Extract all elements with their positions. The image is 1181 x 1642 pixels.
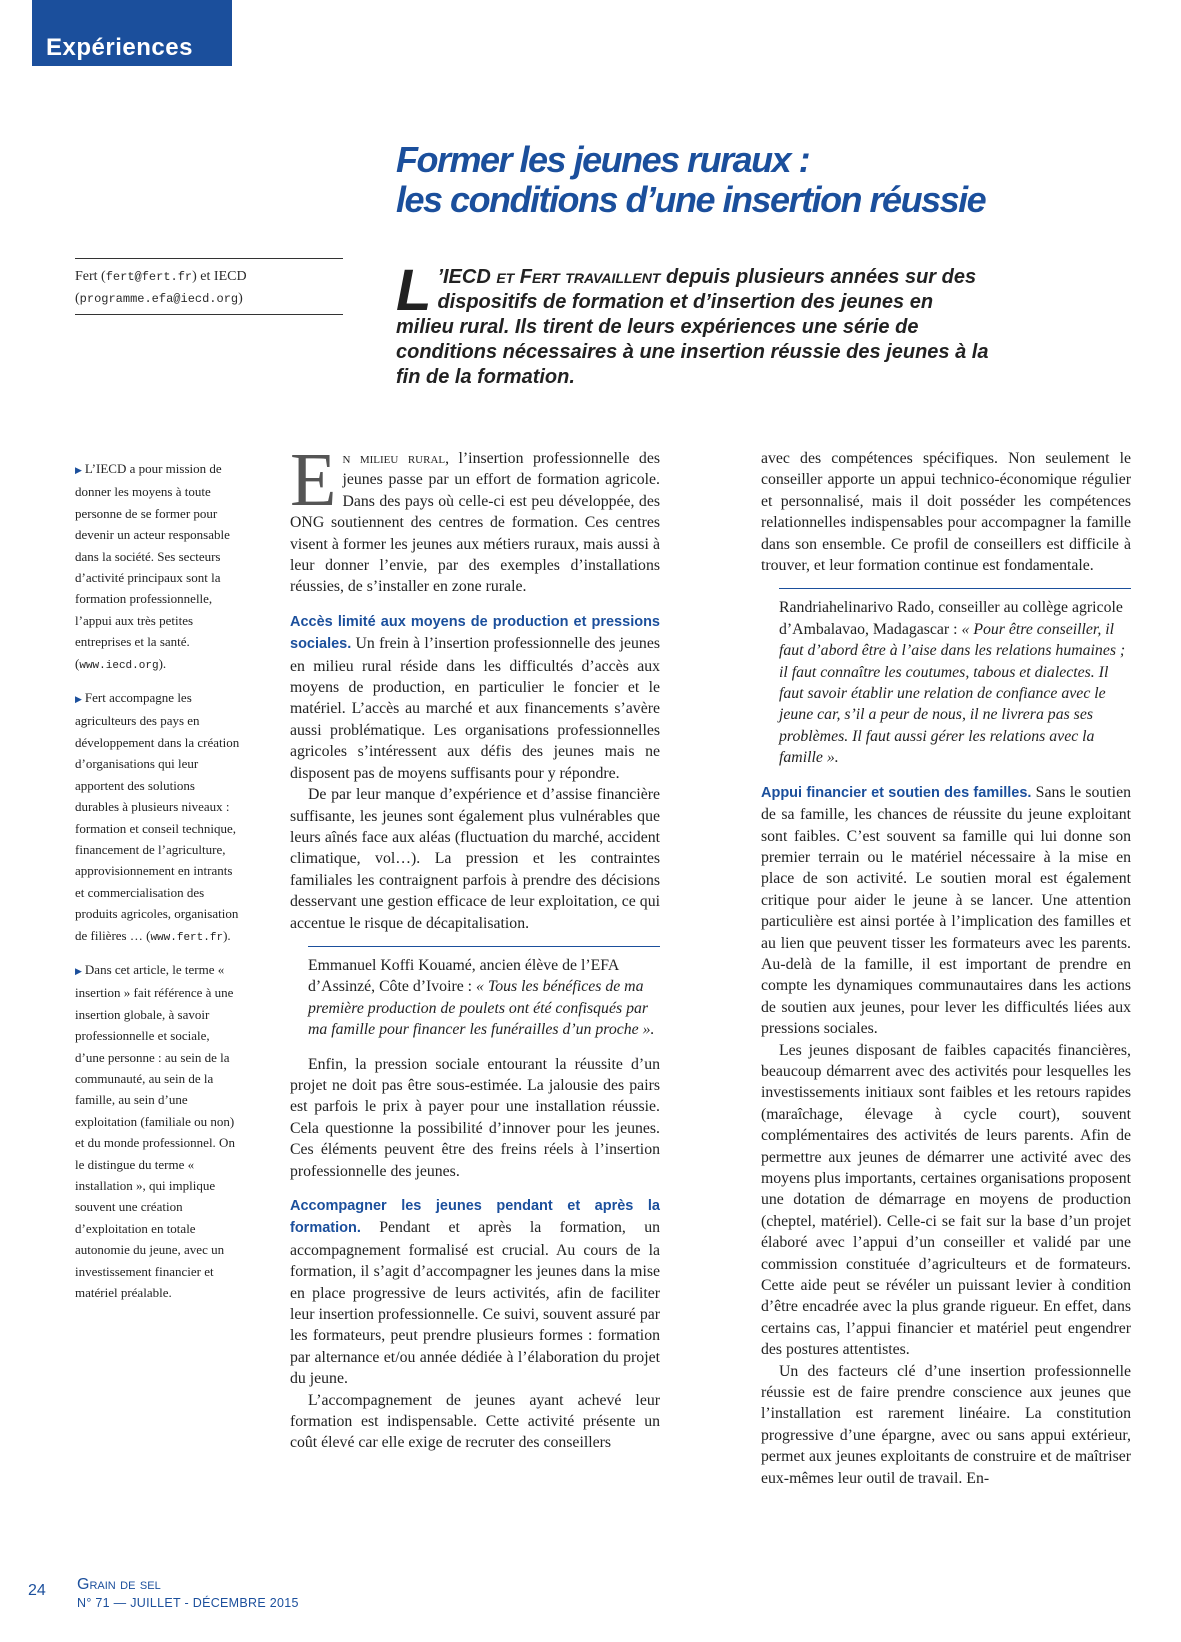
lead-text: depuis plusieurs années sur des dispositifs de formation et d’insertion des jeunes en milieu rural. Ils tirent de leurs expériences une série de conditions nécessaires à une insertion réussie des jeunes à la fin de la formation. [396,266,989,388]
body-column-2 [761,448,1131,1489]
sidebar-notes [75,458,240,1313]
paragraph-text: , l’insertion professionnelle des jeunes passe par un effort de formation agricole. Dans des pays où celle-ci est peu développée, des ONG soutiennent des centres de formation. Ces centres visent à former les jeunes aux métiers ruraux, mais aussi à leur donner l’envie, par des exemples d’installations réussies, de s’installer en zone rurale. [290,450,660,596]
pull-quote [779,588,1131,768]
quote-source: Emmanuel Koffi Kouamé, ancien élève de l’EFA d’Assinzé, Côte d’Ivoire : [308,956,619,996]
note-text: Fert accompagne les agriculteurs des pays en développement dans la création d’organisations qui leur apportent des solutions durables à plusieurs niveaux : formation et conseil technique, financement de l’agriculture, approvisionnement en intrants et commercialisation des produits agricoles, organisation de filières … ( [75,690,240,943]
title-line-2: les conditions d’une insertion réussie [396,179,986,220]
intro-caps: n milieu rural [342,450,446,467]
triangle-right-icon: ▶ [75,965,82,976]
quote-source: Randriahelinarivo Rado, conseiller au collège agricole d’Ambalavao, Madagascar : [779,599,1123,638]
paragraph: L’accompagnement de jeunes ayant achevé leur formation est indispensable. Cette activité présente un coût élevé car elle exige de recruter des conseillers [290,1391,660,1452]
note-text: ). [158,655,167,671]
paragraph-text: Pendant et après la formation, un accompagnement formalisé est crucial. Au cours de la formation, il s’agit d’accompagner les jeunes dans la mise en place progressive de leurs activités, afin de faciliter leur insertion professionnelle. Ce suivi, souvent assuré par les formateurs, peut prendre plusieurs formes : formation par alternance et/ou année dédiée à l’élaboration du projet du jeune. [290,1219,660,1388]
authors-text: ) [238,291,243,306]
body-column-1 [290,438,660,1454]
note-text: Dans cet article, le terme « insertion » fait référence à une insertion globale, à savoir professionnelle et sociale, d’une personne : au sein de la communauté, au sein de la famille, au sein d’une exploitation (familiale ou non) et du monde professionnel. On le distingue du terme « installation », qui implique souvent une création d’exploitation en totale autonomie du jeune, avec un investissement financier et matériel préalable. [75,961,235,1301]
issue-info: N° 71 — JUILLET - DÉCEMBRE 2015 [77,1596,299,1610]
section-heading: Accès limité aux moyens de production et pressions sociales. [290,613,660,653]
paragraph: De par leur manque d’expérience et d’assise financière suffisante, les jeunes sont également plus vulnérables que leurs aînés face aux aléas (fluctuation du marché, accident climatique, vol…). La pression et les contraintes familiales les contraignent parfois à prendre des décisions desservant une gestion efficace de leur exploitation, ce qui accentue le risque de décapitalisation. [290,786,660,932]
paragraph-text: Un frein à l’insertion professionnelle des jeunes en milieu rural réside dans les difficultés d’accès aux moyens de production, en particulier le foncier et le matériel. L’accès au marché et aux financements s’avère aussi problématique. Les organisations professionnelles agricoles s’intéressent aux défis des jeunes mais ne disposent pas de moyens suffisants pour y répondre. [290,635,660,782]
authors-text: ) et IECD ( [75,269,247,306]
paragraph: avec des compétences spécifiques. Non seulement le conseiller apporte un appui technico-économique régulier et personnalisé, mais il doit posséder les compétences relationnelles indispensables pour accompagner la famille dans son ensemble. Ce profil de conseillers est difficile à trouver, et leur formation continue est fondamentale. [761,450,1131,575]
paragraph [290,438,660,598]
paragraph: Les jeunes disposant de faibles capacités financières, beaucoup démarrent avec des activités pour lesquelles les investissements initiaux sont faibles et les retours rapides (maraîchage, élevage à cycle court), souvent complémentaires des activités de leurs parents. Afin de permettre aux jeunes de démarrer une activité avec des moyens plus importants, certaines organisations proposent une dotation de démarrage en moyens de production (cheptel, matériel). Celle-ci se fait sur la base d’un projet élaboré avec l’appui d’un conseiller et validé par une commission constituée d’agriculteurs et de formateurs. Cette aide peut se révéler un puissant levier à condition d’être encadrée avec la plus grande rigueur. En effet, dans certains cas, l’appui financier et matériel peut engendrer des postures attentistes. [761,1041,1131,1359]
section-label: Expériences [46,34,193,61]
quote-text: « Tous les bénéfices de ma première production de poulets ont été confisqués par ma famille pour financer les funérailles d’un proche ». [308,978,655,1039]
paragraph [290,1195,660,1390]
magazine-footer [77,1576,299,1612]
page-number: 24 [28,1582,46,1599]
section-heading: Appui financier et soutien des familles. [761,784,1032,801]
sidebar-note [75,458,240,677]
lead-dropcap: L [396,258,432,323]
lead-caps: ’IECD et Fert travaillent [437,266,661,288]
paragraph [290,611,660,784]
article-title [396,140,1096,220]
paragraph-text: Sans le soutien de sa famille, les chances de réussite du jeune exploitant sont faibles. C’est souvent sa famille qui lui donne son premier terrain ou le matériel nécessaire à la mise en place de son activité. Le soutien moral est également critique pour aider le jeune à se lancer. Une attention particulière est ainsi portée à l’implication des familles et au lien que peuvent tisser les formateurs avec les parents. Au-delà de la famille, il est important de prendre en compte les dynamiques communautaires dans les actions de soutien aux jeunes, pour lever les difficultés liées aux pressions sociales. [761,783,1131,1038]
quote-text: « Pour être conseiller, il faut d’abord être à l’aise dans les relations humaines ; il faut connaître les coutumes, tabous et dialectes. Il faut savoir établir une relation de confiance avec le jeune car, s’il a peur de nous, il ne livrera pas ses problèmes. Il faut aussi gérer les relations avec la famille ». [779,620,1126,767]
lead-paragraph [396,258,996,390]
url-link-fert[interactable]: www.fert.fr [150,931,224,944]
note-text: ). [223,927,231,943]
sidebar-note [75,959,240,1304]
paragraph: Un des facteurs clé d’une insertion professionnelle réussie est de faire prendre conscience aux jeunes que l’installation est rarement linéaire. La constitution progressive d’une épargne, avec ou sans appui extérieur, permet aux jeunes exploitants de construire et de maîtriser eux-mêmes leur outil de travail. En- [761,1362,1131,1487]
authors-text: Fert ( [75,269,106,284]
triangle-right-icon: ▶ [75,694,82,705]
note-text: L’IECD a pour mission de donner les moyens à toute personne de se former pour devenir un acteur responsable dans la société. Ses secteurs d’activité principaux sont la formation professionnelle, l’appui aux très petites entreprises et la santé. ( [75,461,230,671]
paragraph [761,782,1131,1040]
email-link-fert[interactable]: fert@fert.fr [105,270,193,284]
title-line-1: Former les jeunes ruraux : [396,139,810,180]
pull-quote [308,946,660,1041]
body-dropcap: E [290,438,337,522]
paragraph: Enfin, la pression sociale entourant la réussite d’un projet ne doit pas être sous-estimée. La jalousie des pairs est parfois le prix à payer pour une installation réussie. Cela questionne la possibilité d’innover pour les jeunes. Ces éléments peuvent être des freins réels à l’insertion professionnelle des jeunes. [290,1055,660,1180]
email-link-iecd[interactable]: programme.efa@iecd.org [79,292,239,306]
triangle-right-icon: ▶ [75,465,82,475]
authors-block [75,258,343,315]
sidebar-note [75,687,240,949]
section-tab [32,0,232,66]
url-link-iecd[interactable]: www.iecd.org [79,659,159,672]
section-heading: Accompagner les jeunes pendant et après la formation. [290,1198,660,1237]
magazine-name: Grain de sel [77,1576,161,1593]
